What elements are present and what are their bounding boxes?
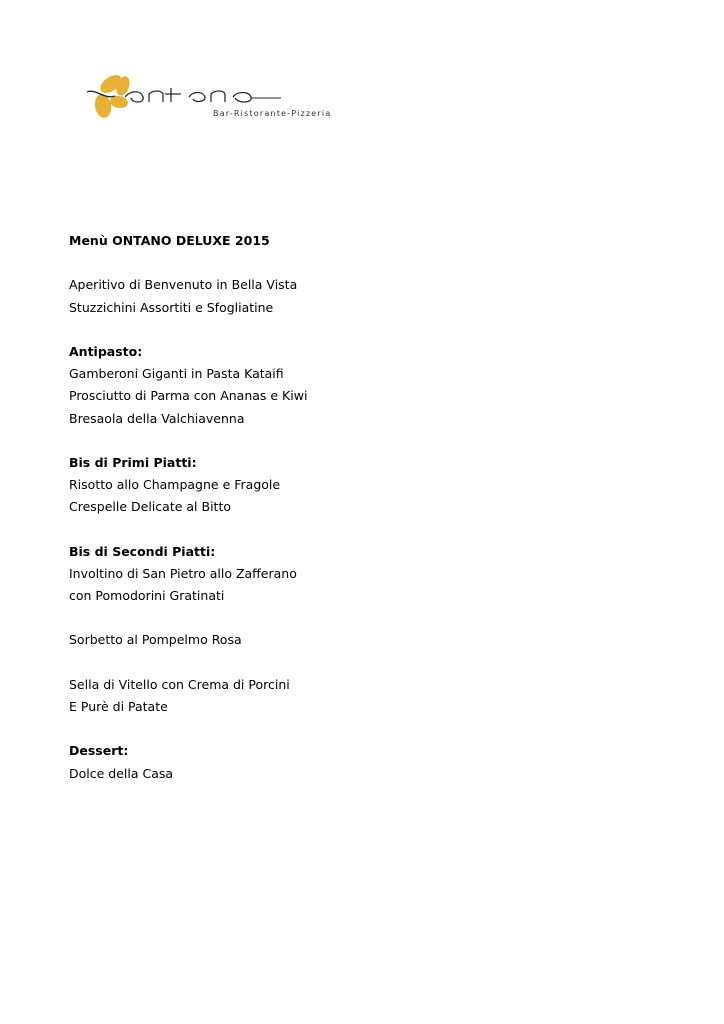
- menu-title: Menù ONTANO DELUXE 2015: [69, 233, 270, 248]
- menu-item: Aperitivo di Benvenuto in Bella Vista: [69, 277, 298, 293]
- ontano-logo: [85, 70, 332, 126]
- menu-item: Gamberoni Giganti in Pasta Kataifi: [69, 366, 284, 382]
- menu-item: Involtino di San Pietro allo Zafferano: [69, 565, 297, 581]
- menu-item: Bresaola della Valchiavenna: [69, 410, 245, 426]
- section-heading-secondi: Bis di Secondi Piatti:: [69, 543, 216, 559]
- section-heading-antipasto: Antipasto:: [69, 343, 143, 359]
- logo-tagline: Bar-Ristorante-Pizzeria: [213, 109, 332, 118]
- menu-item: Dolce della Casa: [69, 765, 174, 781]
- menu-item: Risotto allo Champagne e Fragole: [69, 477, 281, 493]
- menu-item-sorbetto: Sorbetto al Pompelmo Rosa: [69, 632, 242, 648]
- menu-body: [69, 230, 307, 785]
- menu-item: Crespelle Delicate al Bitto: [69, 499, 231, 515]
- section-heading-primi: Bis di Primi Piatti:: [69, 454, 197, 470]
- menu-item: con Pomodorini Gratinati: [69, 588, 225, 603]
- section-heading-dessert: Dessert:: [69, 743, 129, 759]
- menu-item: Prosciutto di Parma con Ananas e Kiwi: [69, 388, 308, 404]
- menu-item: E Purè di Patate: [69, 698, 168, 714]
- menu-item: Stuzzichini Assortiti e Sfogliatine: [69, 299, 274, 315]
- menu-item: Sella di Vitello con Crema di Porcini: [69, 676, 290, 692]
